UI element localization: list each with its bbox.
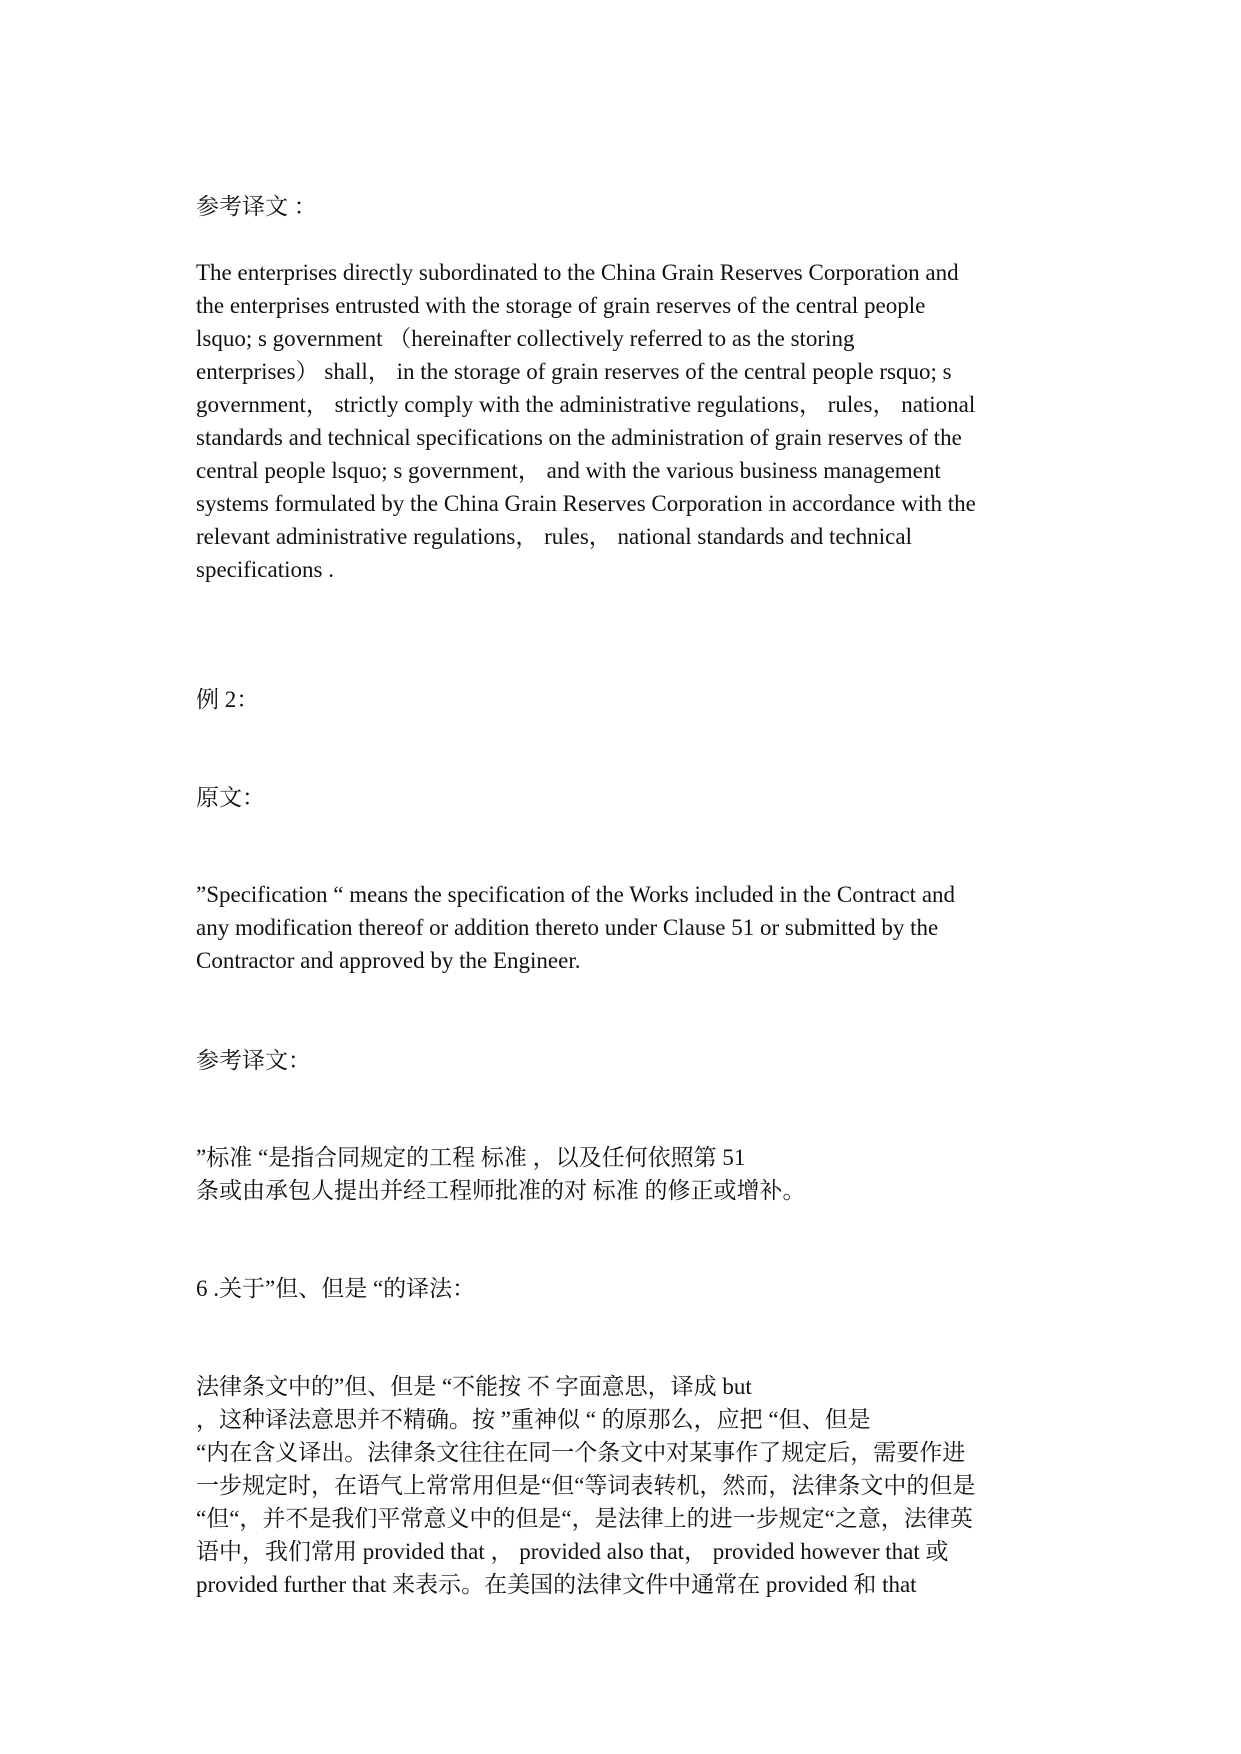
paragraph-line: provided further that 来表示。在美国的法律文件中通常在 provided 和 that xyxy=(196,1572,917,1597)
paragraph-line: any modification thereof or addition thereto under Clause 51 or submitted by the xyxy=(196,915,939,940)
paragraph-line: lsquo; s government （hereinafter collectively referred to as the storing xyxy=(196,326,855,351)
paragraph-line: the enterprises entrusted with the storage of grain reserves of the central people xyxy=(196,293,926,318)
paragraph-line: ”标准 “是指合同规定的工程 标准 ，以及任何依照第 51 xyxy=(196,1145,746,1170)
example-label: 例 2： xyxy=(196,687,260,712)
paragraph-line: 语中，我们常用 provided that ， provided also that， provided however that 或 xyxy=(196,1539,949,1564)
paragraph-line: enterprises） shall， in the storage of grain reserves of the central people rsquo; s xyxy=(196,359,952,384)
paragraph-line: “内在含义译出。法律条文往往在同一个条文中对某事作了规定后，需要作进 xyxy=(196,1440,966,1465)
paragraph-line: relevant administrative regulations， rules， national standards and technical xyxy=(196,524,912,549)
paragraph-line: 法律条文中的”但、但是 “不能按 不 字面意思，译成 but xyxy=(196,1374,752,1399)
paragraph-line: “但“，并不是我们平常意义中的但是“，是法律上的进一步规定“之意，法律英 xyxy=(196,1506,973,1531)
paragraph-line: 条或由承包人提出并经工程师批准的对 标准 的修正或增补。 xyxy=(196,1178,806,1203)
paragraph-line: ”Specification “ means the specification of the Works included in the Contract and xyxy=(196,882,956,907)
paragraph-line: 一步规定时，在语气上常常用但是“但“等词表转机，然而，法律条文中的但是 xyxy=(196,1473,976,1498)
paragraph-line: ，这种译法意思并不精确。按 ”重神似 “ 的原那么，应把 “但、但是 xyxy=(196,1407,871,1432)
paragraph-line: specifications . xyxy=(196,557,334,582)
reference-translation-heading-2: 参考译文： xyxy=(196,1048,311,1073)
source-text-label: 原文： xyxy=(196,785,265,810)
paragraph-line: standards and technical specifications on the administration of grain reserves of the xyxy=(196,425,962,450)
reference-translation-heading: 参考译文 ： xyxy=(196,194,317,219)
paragraph-line: systems formulated by the China Grain Reserves Corporation in accordance with the xyxy=(196,491,976,516)
paragraph-line: central people lsquo; s government， and with the various business management xyxy=(196,458,941,483)
paragraph-line: Contractor and approved by the Engineer. xyxy=(196,948,581,973)
paragraph-line: The enterprises directly subordinated to the China Grain Reserves Corporation and xyxy=(196,260,959,285)
section-title: 6 .关于”但、但是 “的译法： xyxy=(196,1276,476,1301)
paragraph-line: government， strictly comply with the administrative regulations， rules， national xyxy=(196,392,976,417)
